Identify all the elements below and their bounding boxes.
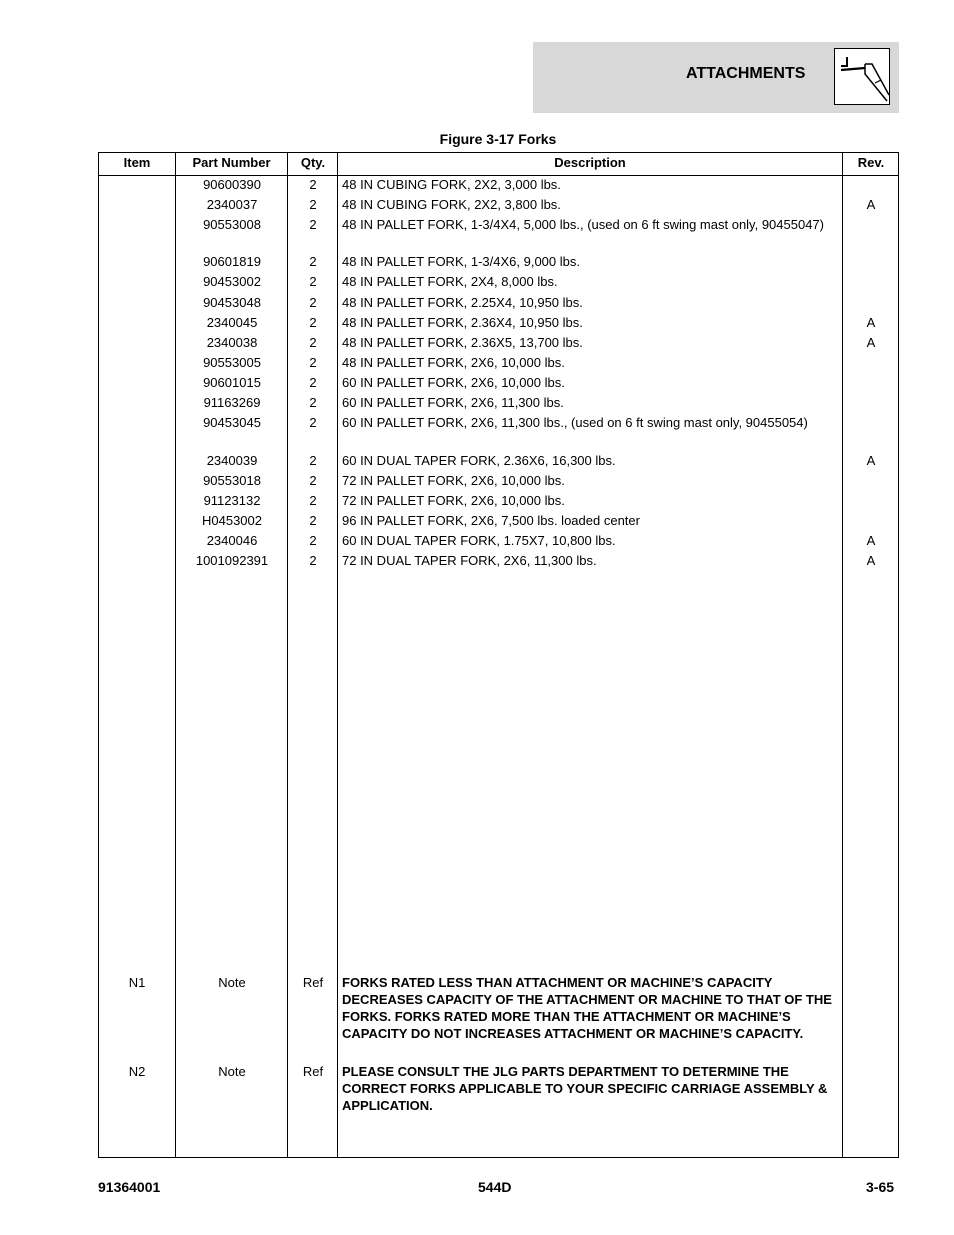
cell-rev: A — [866, 335, 876, 350]
cell-part-number: 90553008 — [203, 217, 261, 232]
cell-rev: A — [866, 533, 876, 548]
cell-rev: A — [866, 197, 876, 212]
cell-description: 60 IN PALLET FORK, 2X6, 10,000 lbs. — [342, 375, 565, 390]
parts-table — [98, 152, 899, 1158]
cell-description: 72 IN PALLET FORK, 2X6, 10,000 lbs. — [342, 493, 565, 508]
column-header-qty: Qty. — [300, 155, 326, 170]
cell-part-number: 90553005 — [203, 355, 261, 370]
cell-description: 72 IN PALLET FORK, 2X6, 10,000 lbs. — [342, 473, 565, 488]
cell-description: 48 IN PALLET FORK, 1-3/4X6, 9,000 lbs. — [342, 254, 580, 269]
cell-part-number: 91123132 — [203, 493, 261, 508]
cell-item: N1 — [128, 975, 146, 990]
cell-description: 60 IN DUAL TAPER FORK, 1.75X7, 10,800 lbs. — [342, 533, 616, 548]
cell-qty: Ref — [302, 975, 324, 990]
cell-qty: 2 — [309, 197, 317, 212]
cell-description: 48 IN CUBING FORK, 2X2, 3,800 lbs. — [342, 197, 561, 212]
cell-qty: 2 — [309, 395, 317, 410]
cell-part-number: 90553018 — [203, 473, 261, 488]
cell-qty: 2 — [309, 473, 317, 488]
cell-description: 60 IN DUAL TAPER FORK, 2.36X6, 16,300 lbs. — [342, 453, 616, 468]
cell-qty: 2 — [309, 217, 317, 232]
cell-qty: Ref — [302, 1064, 324, 1079]
cell-qty: 2 — [309, 553, 317, 568]
footer-model: 544D — [478, 1179, 512, 1195]
cell-part-number: 1001092391 — [195, 553, 269, 568]
cell-description: 60 IN PALLET FORK, 2X6, 11,300 lbs., (used on 6 ft swing mast only, 90455054) — [342, 415, 808, 430]
cell-qty: 2 — [309, 533, 317, 548]
cell-description: 48 IN PALLET FORK, 2X6, 10,000 lbs. — [342, 355, 565, 370]
cell-qty: 2 — [309, 355, 317, 370]
cell-qty: 2 — [309, 274, 317, 289]
cell-part-number: 90453045 — [203, 415, 261, 430]
cell-description: 48 IN PALLET FORK, 2X4, 8,000 lbs. — [342, 274, 558, 289]
footer-document-number: 91364001 — [98, 1179, 161, 1195]
column-divider — [175, 153, 176, 1157]
footer-page-number: 3-65 — [866, 1179, 895, 1195]
column-divider — [842, 153, 843, 1157]
cell-part-number: 90601015 — [203, 375, 261, 390]
cell-part-number: 2340039 — [206, 453, 258, 468]
cell-description: 48 IN CUBING FORK, 2X2, 3,000 lbs. — [342, 177, 561, 192]
cell-part-number: 2340046 — [206, 533, 258, 548]
cell-qty: 2 — [309, 254, 317, 269]
cell-description: FORKS RATED LESS THAN ATTACHMENT OR MACHINE’S CAPACITY DECREASES CAPACITY OF THE ATTACHMENT OR MACHINE TO THAT OF THE FORKS. FORKS RATED MORE THAN THE ATTACHMENT OR MACHINE’S CAPACITY DO NOT INCREASES ATTACHMENT OR MACHINE’S CAPACITY. — [342, 975, 832, 1041]
cell-part-number: 2340038 — [206, 335, 258, 350]
cell-qty: 2 — [309, 315, 317, 330]
column-header-item: Item — [123, 155, 151, 170]
cell-part-number: 2340037 — [206, 197, 258, 212]
cell-part-number: Note — [218, 1064, 246, 1079]
column-header-rev: Rev. — [857, 155, 885, 170]
section-title: ATTACHMENTS — [686, 65, 806, 82]
cell-description: PLEASE CONSULT THE JLG PARTS DEPARTMENT TO DETERMINE THE CORRECT FORKS APPLICABLE TO YOUR SPECIFIC CARRIAGE ASSEMBLY & APPLICATION. — [342, 1064, 828, 1113]
cell-qty: 2 — [309, 177, 317, 192]
fork-attachment-icon — [834, 48, 890, 105]
cell-part-number: Note — [218, 975, 246, 990]
cell-part-number: 2340045 — [206, 315, 258, 330]
cell-qty: 2 — [309, 513, 317, 528]
column-header-part-number: Part Number — [192, 155, 271, 170]
cell-part-number: 90601819 — [203, 254, 261, 269]
cell-description: 48 IN PALLET FORK, 2.36X4, 10,950 lbs. — [342, 315, 583, 330]
cell-item: N2 — [128, 1064, 146, 1079]
cell-qty: 2 — [309, 493, 317, 508]
cell-description: 48 IN PALLET FORK, 2.25X4, 10,950 lbs. — [342, 295, 583, 310]
cell-description: 48 IN PALLET FORK, 2.36X5, 13,700 lbs. — [342, 335, 583, 350]
cell-part-number: 90600390 — [203, 177, 261, 192]
column-header-description: Description — [554, 155, 626, 170]
cell-rev: A — [866, 453, 876, 468]
cell-qty: 2 — [309, 375, 317, 390]
cell-qty: 2 — [309, 415, 317, 430]
cell-description: 60 IN PALLET FORK, 2X6, 11,300 lbs. — [342, 395, 564, 410]
cell-description: 48 IN PALLET FORK, 1-3/4X4, 5,000 lbs., (used on 6 ft swing mast only, 90455047) — [342, 217, 824, 232]
cell-part-number: 91163269 — [203, 395, 261, 410]
cell-part-number: 90453048 — [203, 295, 261, 310]
cell-description: 96 IN PALLET FORK, 2X6, 7,500 lbs. loaded center — [342, 513, 640, 528]
cell-qty: 2 — [309, 453, 317, 468]
cell-description: 72 IN DUAL TAPER FORK, 2X6, 11,300 lbs. — [342, 553, 597, 568]
cell-rev: A — [866, 315, 876, 330]
cell-qty: 2 — [309, 335, 317, 350]
figure-title: Figure 3-17 Forks — [439, 131, 557, 147]
cell-part-number: H0453002 — [202, 513, 262, 528]
cell-part-number: 90453002 — [203, 274, 261, 289]
cell-rev: A — [866, 553, 876, 568]
cell-qty: 2 — [309, 295, 317, 310]
